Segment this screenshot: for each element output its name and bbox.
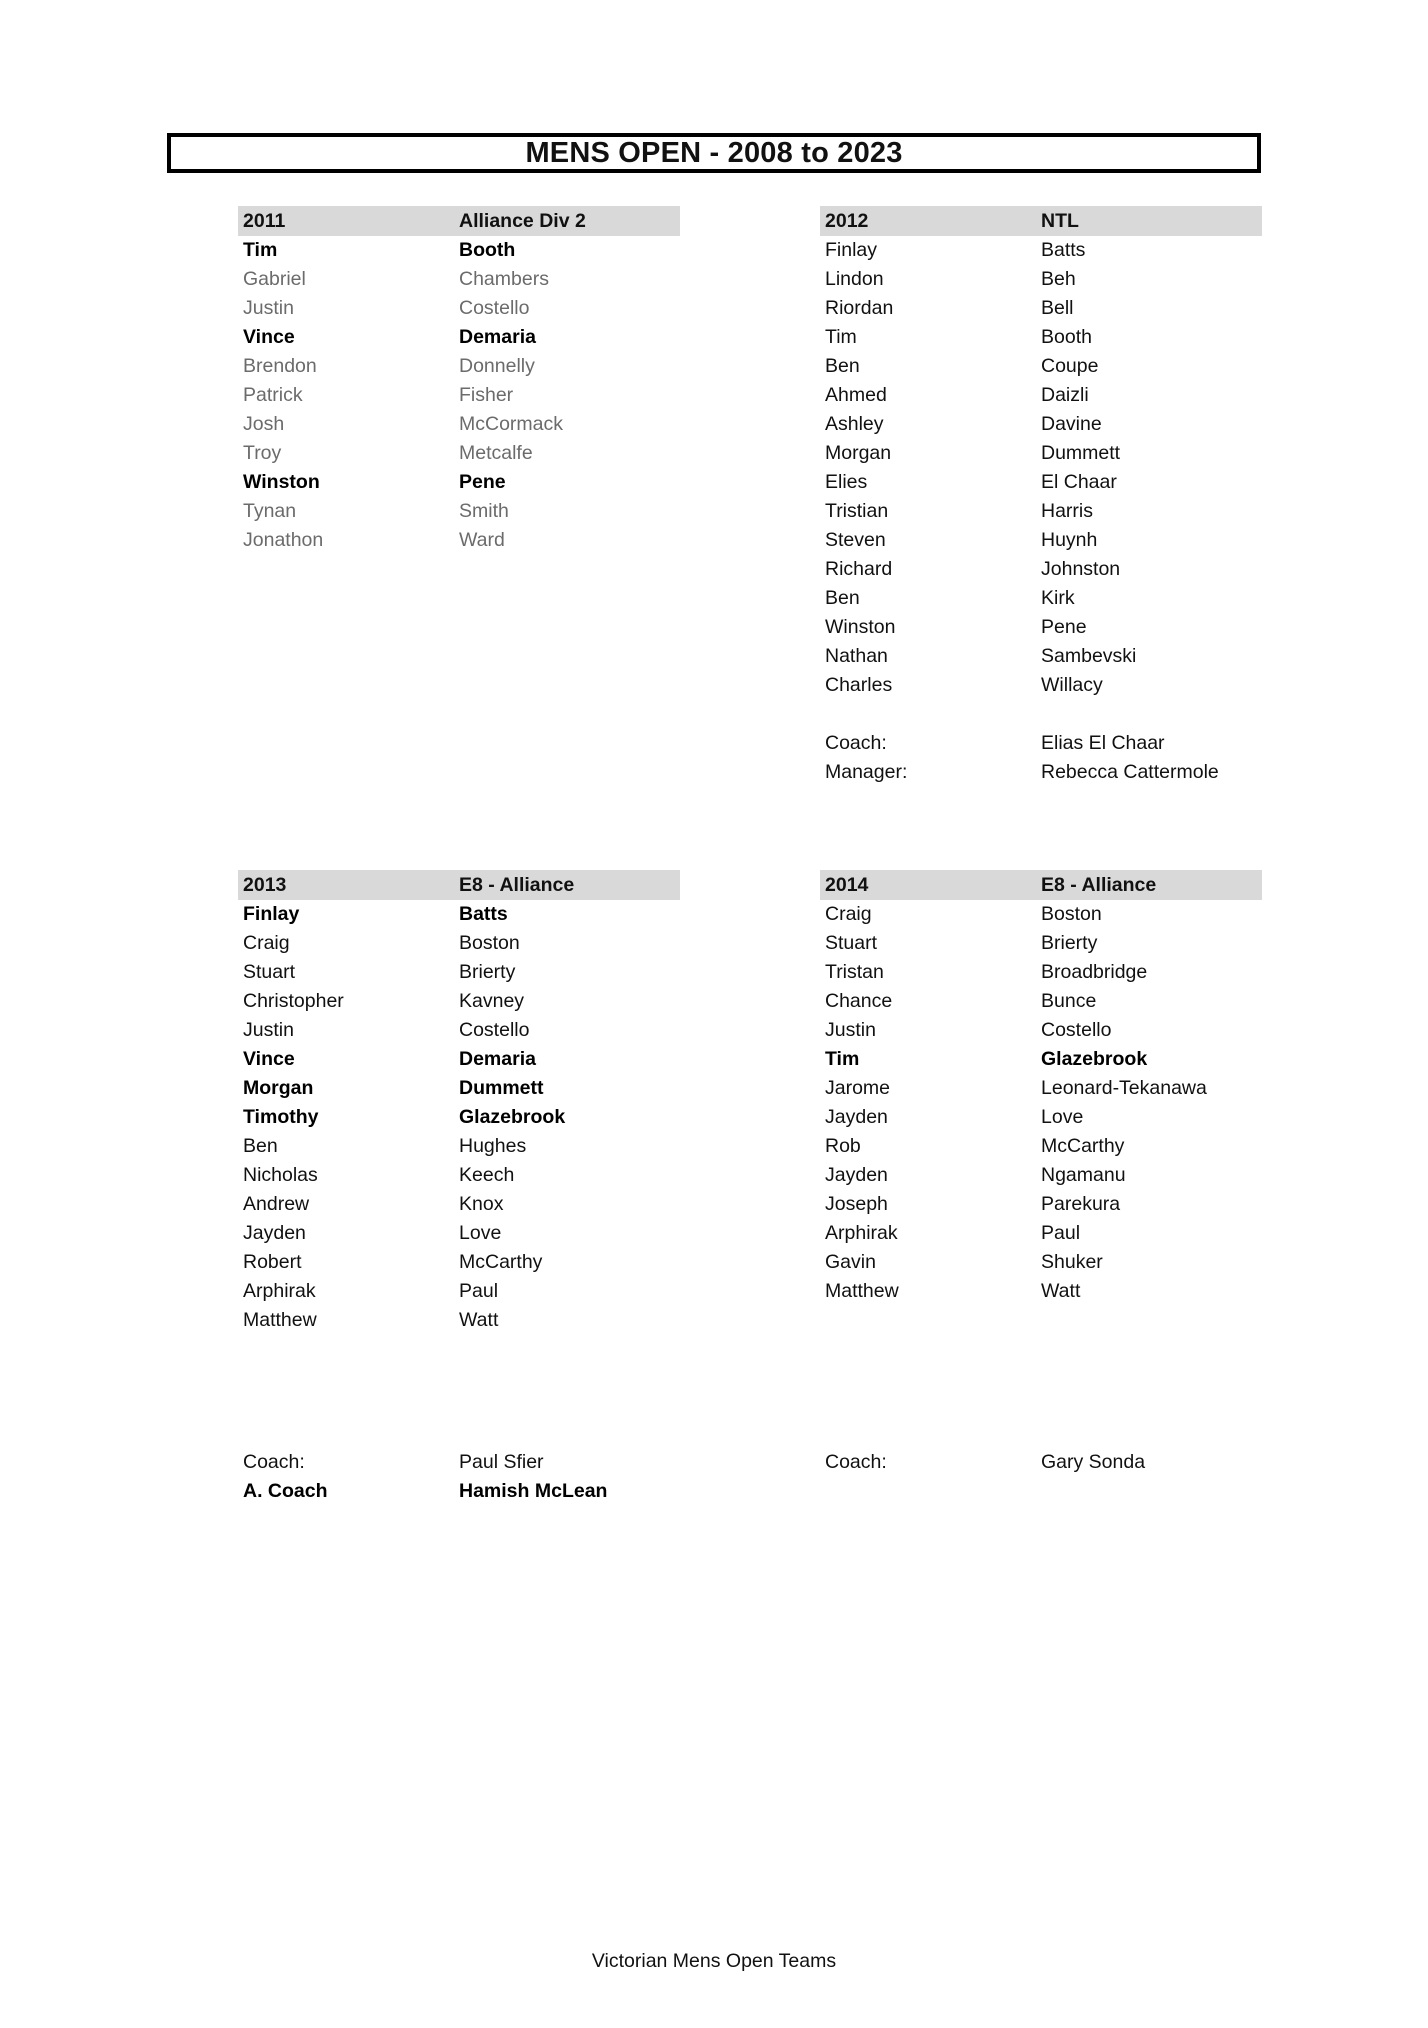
team-2014 <box>820 870 1262 1306</box>
player-first-name: Chance <box>825 990 893 1012</box>
player-last-name: Costello <box>459 297 530 319</box>
player-last-name: Bell <box>1041 297 1074 319</box>
player-first-name: Ashley <box>825 413 884 435</box>
player-row <box>238 1190 680 1219</box>
team-year: 2012 <box>825 209 869 232</box>
team-header <box>820 206 1262 236</box>
staff-row <box>238 1448 680 1477</box>
player-last-name: Hughes <box>459 1135 527 1157</box>
team-header <box>820 870 1262 900</box>
player-list <box>820 900 1262 1306</box>
player-first-name: Patrick <box>243 384 303 406</box>
player-last-name: Sambevski <box>1041 645 1137 667</box>
player-first-name: Gavin <box>825 1251 876 1273</box>
player-first-name: Tim <box>825 1048 860 1070</box>
staff-role: Coach: <box>243 1451 305 1473</box>
team-header <box>238 870 680 900</box>
player-row <box>820 1016 1262 1045</box>
player-row <box>820 1219 1262 1248</box>
player-row <box>238 1306 680 1335</box>
player-row <box>238 439 680 468</box>
player-last-name: Davine <box>1041 413 1102 435</box>
player-first-name: Winston <box>243 471 320 493</box>
player-row <box>820 236 1262 265</box>
player-row <box>238 1132 680 1161</box>
team-2011 <box>238 206 680 555</box>
player-last-name: Johnston <box>1041 558 1121 580</box>
player-last-name: Boston <box>1041 903 1102 925</box>
player-list <box>238 900 680 1335</box>
player-row <box>238 323 680 352</box>
player-row <box>820 352 1262 381</box>
player-last-name: Chambers <box>459 268 549 290</box>
player-first-name: Stuart <box>243 961 296 983</box>
player-last-name: Glazebrook <box>459 1106 566 1128</box>
player-first-name: Richard <box>825 558 893 580</box>
player-row <box>820 1103 1262 1132</box>
player-last-name: Batts <box>1041 239 1086 261</box>
player-row <box>820 410 1262 439</box>
player-row <box>820 900 1262 929</box>
player-row <box>238 468 680 497</box>
staff-row <box>238 1477 680 1506</box>
player-first-name: Justin <box>825 1019 876 1041</box>
player-first-name: Jarome <box>825 1077 891 1099</box>
player-row <box>820 497 1262 526</box>
player-first-name: Justin <box>243 1019 294 1041</box>
player-first-name: Ben <box>825 587 860 609</box>
team-2013-staff <box>238 1448 680 1506</box>
player-first-name: Tristian <box>825 500 889 522</box>
player-last-name: Demaria <box>459 1048 536 1070</box>
player-last-name: Brierty <box>459 961 516 983</box>
player-last-name: Costello <box>459 1019 530 1041</box>
player-first-name: Tim <box>243 239 278 261</box>
player-row <box>820 323 1262 352</box>
player-row <box>820 526 1262 555</box>
player-first-name: Finlay <box>825 239 878 261</box>
player-row <box>820 613 1262 642</box>
player-first-name: Matthew <box>825 1280 899 1302</box>
player-last-name: Brierty <box>1041 932 1098 954</box>
player-last-name: Love <box>1041 1106 1084 1128</box>
player-first-name: Tynan <box>243 500 297 522</box>
player-first-name: Jayden <box>825 1164 888 1186</box>
staff-row <box>820 758 1262 787</box>
player-first-name: Matthew <box>243 1309 317 1331</box>
player-first-name: Jayden <box>825 1106 888 1128</box>
player-first-name: Timothy <box>243 1106 319 1128</box>
team-year: 2013 <box>243 873 287 896</box>
player-row <box>238 1016 680 1045</box>
player-last-name: Daizli <box>1041 384 1089 406</box>
player-first-name: Ben <box>243 1135 278 1157</box>
player-last-name: Paul <box>1041 1222 1081 1244</box>
team-competition: E8 - Alliance <box>459 873 575 896</box>
player-first-name: Christopher <box>243 990 344 1012</box>
player-last-name: Parekura <box>1041 1193 1121 1215</box>
player-row <box>820 1248 1262 1277</box>
player-last-name: Metcalfe <box>459 442 533 464</box>
player-row <box>820 468 1262 497</box>
player-first-name: Josh <box>243 413 285 435</box>
player-first-name: Arphirak <box>825 1222 898 1244</box>
player-first-name: Ben <box>825 355 860 377</box>
player-row <box>238 352 680 381</box>
player-first-name: Elies <box>825 471 868 493</box>
player-first-name: Troy <box>243 442 282 464</box>
player-row <box>238 1161 680 1190</box>
player-last-name: Dummett <box>459 1077 544 1099</box>
player-row <box>820 555 1262 584</box>
player-row <box>820 381 1262 410</box>
player-last-name: Leonard-Tekanawa <box>1041 1077 1207 1099</box>
player-first-name: Craig <box>243 932 290 954</box>
team-year: 2014 <box>825 873 869 896</box>
player-last-name: McCarthy <box>459 1251 543 1273</box>
player-first-name: Lindon <box>825 268 884 290</box>
player-last-name: Bunce <box>1041 990 1097 1012</box>
player-row <box>820 929 1262 958</box>
player-row <box>820 1132 1262 1161</box>
player-row <box>238 1103 680 1132</box>
staff-role: Coach: <box>825 732 887 754</box>
team-2012 <box>820 206 1262 787</box>
player-list <box>820 236 1262 700</box>
player-row <box>238 1219 680 1248</box>
player-row <box>820 1190 1262 1219</box>
player-row <box>820 671 1262 700</box>
player-last-name: Watt <box>459 1309 499 1331</box>
staff-list <box>820 729 1262 787</box>
staff-name: Hamish McLean <box>459 1480 608 1502</box>
spacer <box>820 700 1262 729</box>
player-first-name: Gabriel <box>243 268 306 290</box>
player-row <box>238 1277 680 1306</box>
player-first-name: Morgan <box>243 1077 314 1099</box>
player-last-name: McCarthy <box>1041 1135 1125 1157</box>
player-row <box>820 642 1262 671</box>
player-last-name: Pene <box>1041 616 1087 638</box>
player-last-name: Booth <box>459 239 516 261</box>
player-last-name: Pene <box>459 471 506 493</box>
player-last-name: Costello <box>1041 1019 1112 1041</box>
staff-row <box>820 1448 1262 1477</box>
player-row <box>820 1074 1262 1103</box>
player-first-name: Justin <box>243 297 294 319</box>
player-row <box>820 1161 1262 1190</box>
player-last-name: Keech <box>459 1164 515 1186</box>
player-row <box>238 497 680 526</box>
player-last-name: Boston <box>459 932 520 954</box>
player-last-name: El Chaar <box>1041 471 1117 493</box>
player-first-name: Winston <box>825 616 896 638</box>
player-last-name: Beh <box>1041 268 1076 290</box>
player-first-name: Vince <box>243 326 295 348</box>
player-first-name: Tim <box>825 326 857 348</box>
player-first-name: Robert <box>243 1251 302 1273</box>
player-row <box>238 410 680 439</box>
team-2013 <box>238 870 680 1335</box>
player-first-name: Rob <box>825 1135 861 1157</box>
player-last-name: Fisher <box>459 384 514 406</box>
player-row <box>820 1045 1262 1074</box>
player-last-name: Ngamanu <box>1041 1164 1126 1186</box>
player-first-name: Nathan <box>825 645 888 667</box>
player-first-name: Charles <box>825 674 893 696</box>
player-last-name: Ward <box>459 529 505 551</box>
staff-name: Elias El Chaar <box>1041 732 1165 754</box>
player-first-name: Finlay <box>243 903 300 925</box>
player-first-name: Riordan <box>825 297 894 319</box>
player-row <box>820 958 1262 987</box>
player-first-name: Steven <box>825 529 886 551</box>
player-first-name: Morgan <box>825 442 892 464</box>
player-row <box>238 1248 680 1277</box>
player-row <box>820 439 1262 468</box>
player-first-name: Andrew <box>243 1193 310 1215</box>
player-row <box>238 265 680 294</box>
player-row <box>238 1074 680 1103</box>
player-first-name: Tristan <box>825 961 884 983</box>
team-competition: Alliance Div 2 <box>459 209 586 232</box>
player-last-name: Booth <box>1041 326 1092 348</box>
staff-name: Gary Sonda <box>1041 1451 1146 1473</box>
player-row <box>238 236 680 265</box>
player-row <box>238 294 680 323</box>
player-last-name: Dummett <box>1041 442 1121 464</box>
player-last-name: Shuker <box>1041 1251 1103 1273</box>
player-last-name: Harris <box>1041 500 1093 522</box>
player-last-name: Broadbridge <box>1041 961 1148 983</box>
player-first-name: Jayden <box>243 1222 306 1244</box>
player-row <box>238 381 680 410</box>
player-row <box>820 1277 1262 1306</box>
page-footer: Victorian Mens Open Teams <box>591 1950 837 1972</box>
player-first-name: Ahmed <box>825 384 887 406</box>
player-last-name: Smith <box>459 500 509 522</box>
player-first-name: Brendon <box>243 355 317 377</box>
player-last-name: Kirk <box>1041 587 1075 609</box>
team-year: 2011 <box>243 209 286 232</box>
staff-row <box>820 729 1262 758</box>
player-last-name: Kavney <box>459 990 525 1012</box>
player-last-name: Knox <box>459 1193 504 1215</box>
player-last-name: Huynh <box>1041 529 1098 551</box>
player-row <box>238 1045 680 1074</box>
player-first-name: Joseph <box>825 1193 888 1215</box>
team-competition: NTL <box>1041 209 1079 232</box>
player-row <box>238 526 680 555</box>
team-2014-staff <box>820 1448 1262 1477</box>
player-last-name: Coupe <box>1041 355 1099 377</box>
player-last-name: Watt <box>1041 1280 1081 1302</box>
team-competition: E8 - Alliance <box>1041 873 1157 896</box>
player-last-name: Batts <box>459 903 508 925</box>
player-last-name: Demaria <box>459 326 536 348</box>
player-last-name: Donnelly <box>459 355 535 377</box>
player-row <box>238 958 680 987</box>
staff-name: Rebecca Cattermole <box>1041 761 1219 783</box>
player-row <box>820 987 1262 1016</box>
staff-role: Manager: <box>825 761 908 783</box>
player-first-name: Jonathon <box>243 529 324 551</box>
player-list <box>238 236 680 555</box>
player-row <box>238 987 680 1016</box>
player-last-name: Glazebrook <box>1041 1048 1148 1070</box>
page-title: MENS OPEN - 2008 to 2023 <box>167 133 1261 173</box>
player-row <box>820 265 1262 294</box>
staff-role: A. Coach <box>243 1480 328 1502</box>
player-first-name: Nicholas <box>243 1164 318 1186</box>
player-first-name: Arphirak <box>243 1280 316 1302</box>
player-first-name: Stuart <box>825 932 878 954</box>
player-last-name: McCormack <box>459 413 564 435</box>
player-last-name: Willacy <box>1041 674 1103 696</box>
player-last-name: Love <box>459 1222 502 1244</box>
player-first-name: Vince <box>243 1048 295 1070</box>
player-row <box>820 584 1262 613</box>
player-row <box>238 929 680 958</box>
staff-name: Paul Sfier <box>459 1451 544 1473</box>
team-header <box>238 206 680 236</box>
staff-role: Coach: <box>825 1451 887 1473</box>
player-row <box>238 900 680 929</box>
player-last-name: Paul <box>459 1280 499 1302</box>
player-row <box>820 294 1262 323</box>
player-first-name: Craig <box>825 903 872 925</box>
